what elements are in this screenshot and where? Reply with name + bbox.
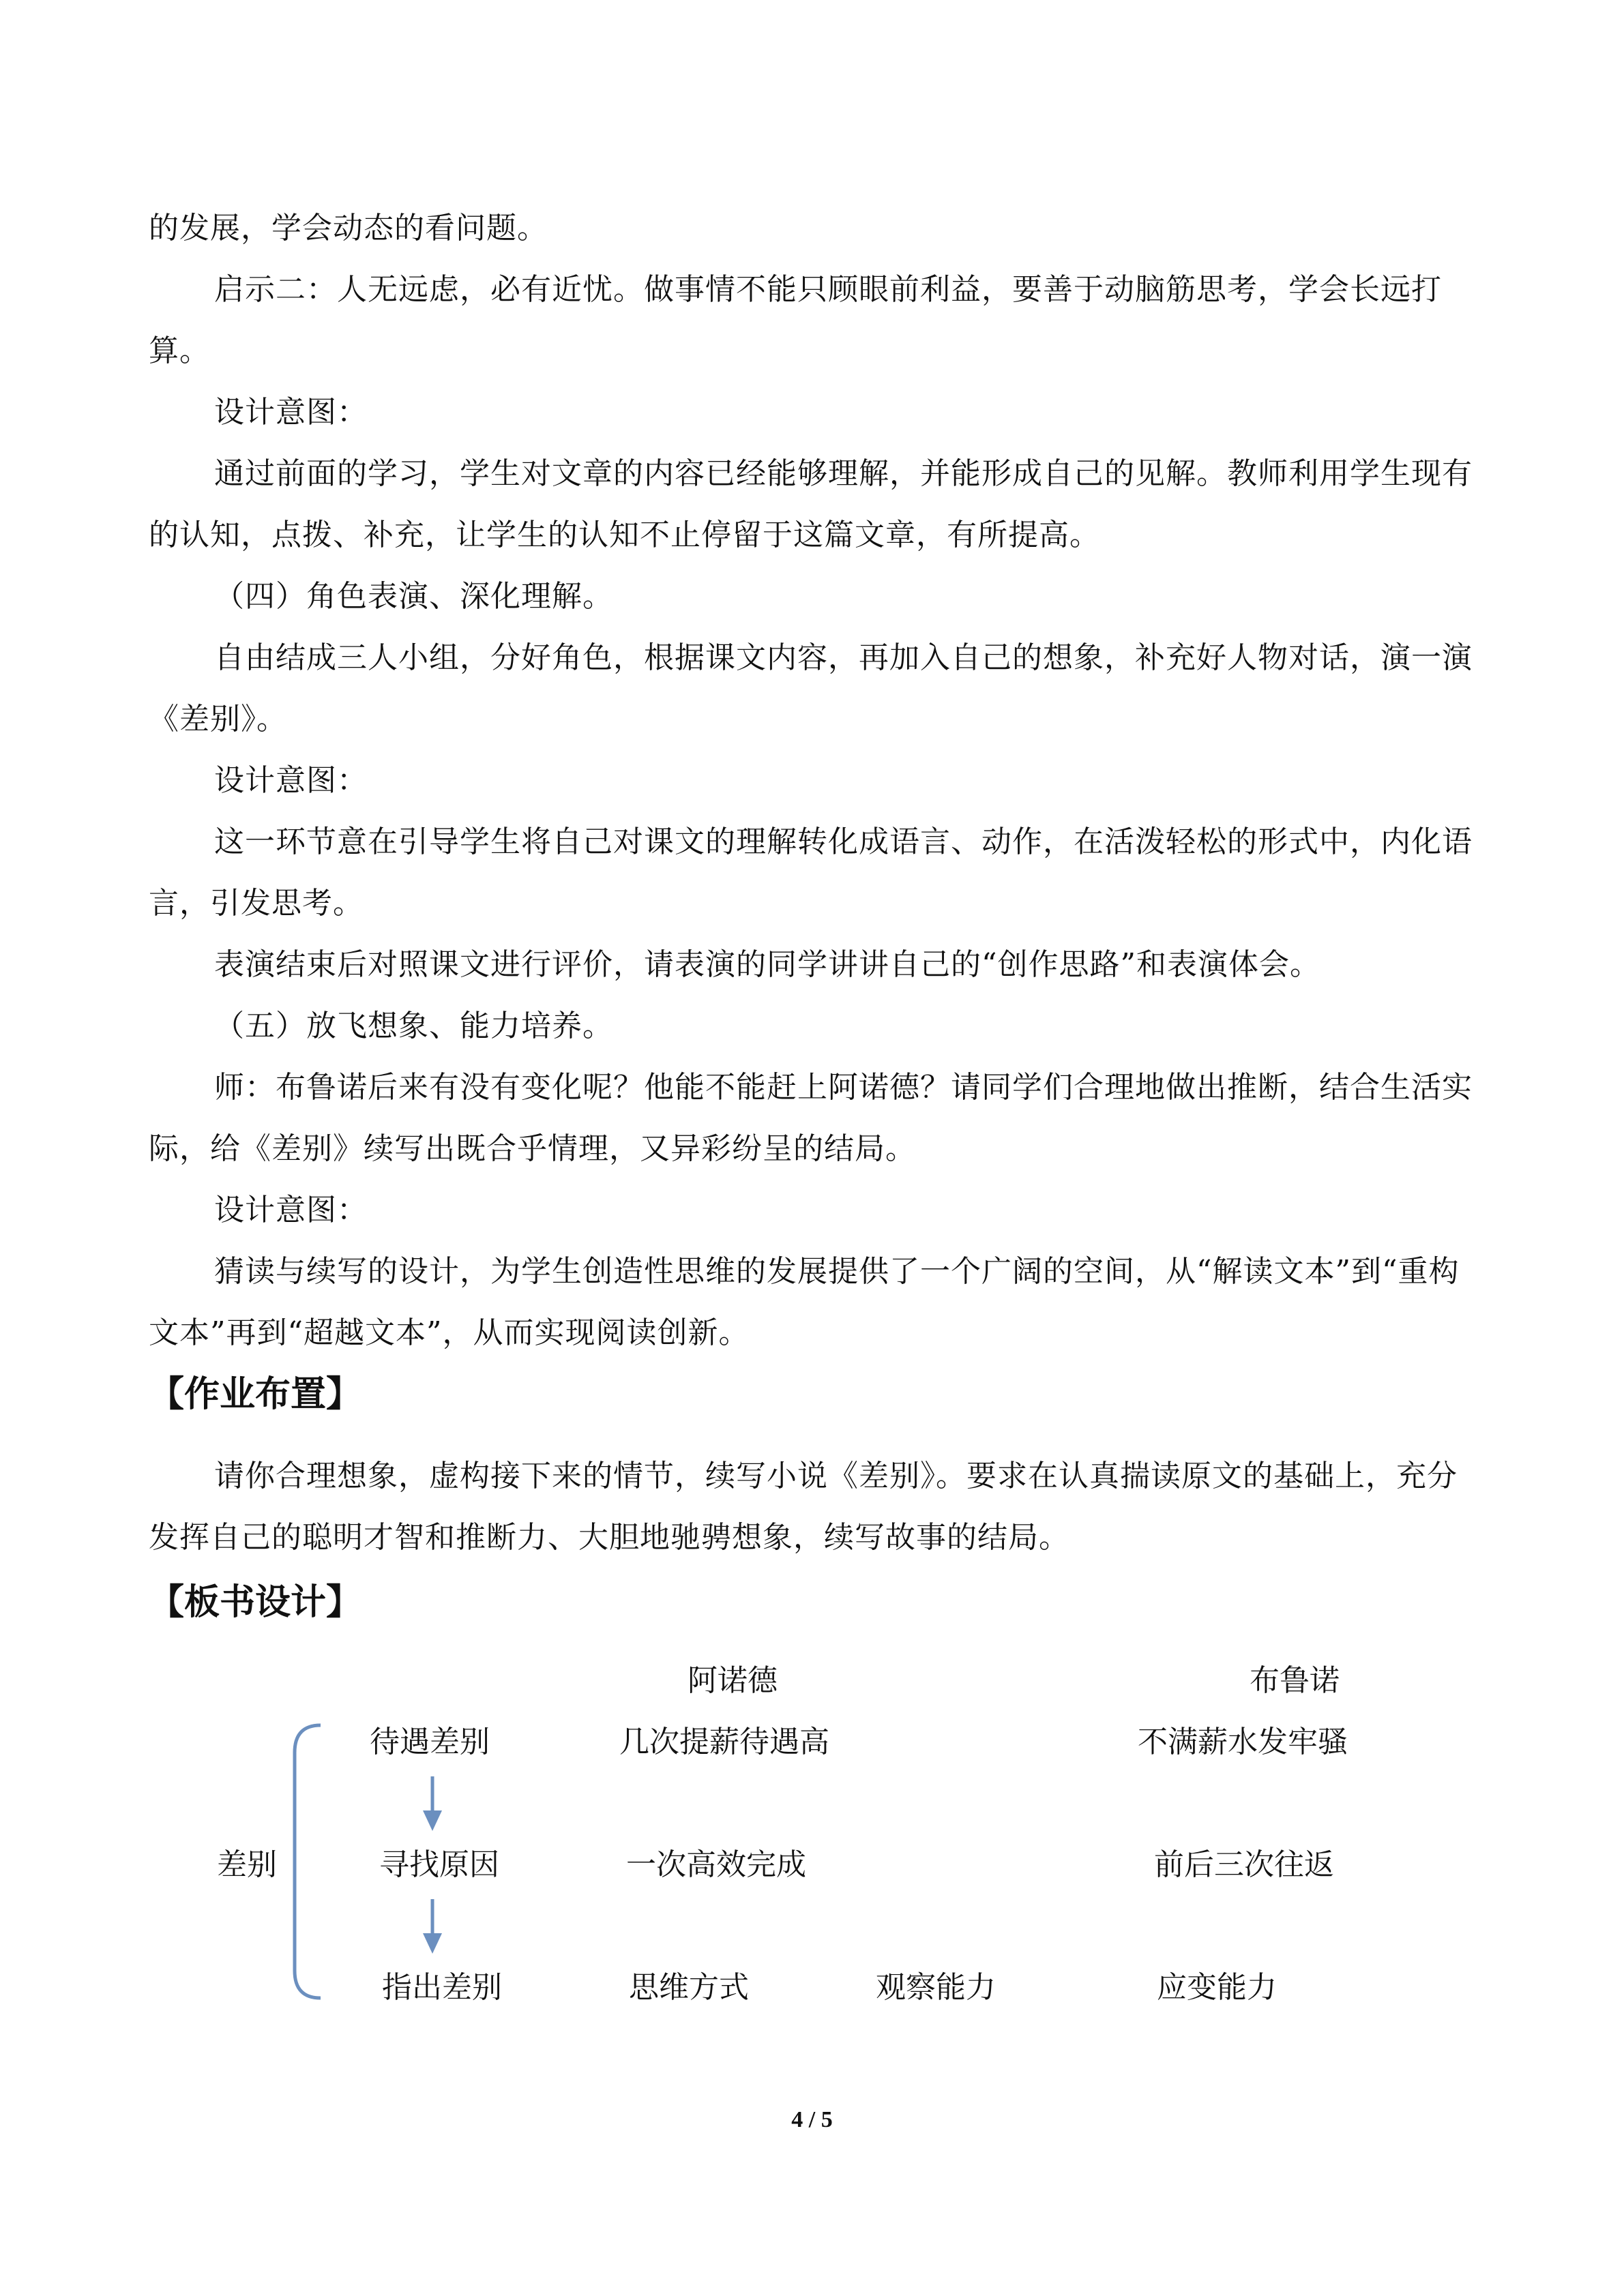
board-main-label: 差别	[217, 1847, 277, 1882]
section-five-title: （五）放飞想象、能力培养。	[214, 1009, 613, 1043]
board-col-arnold: 阿诺德	[688, 1663, 778, 1698]
arrow-head-icon	[423, 1810, 442, 1831]
board-row3-step: 指出差别	[382, 1970, 502, 2005]
board-row1-bruno: 不满薪水发牢骚	[1138, 1725, 1348, 1759]
paragraph-design-intent-label: 设计意图：	[214, 1193, 368, 1227]
paragraph-design-intent-label: 设计意图：	[214, 763, 368, 798]
board-heading: 【板书设计】	[149, 1582, 362, 1623]
board-row3-thinking: 思维方式	[629, 1970, 749, 2005]
homework-heading: 【作业布置】	[149, 1374, 362, 1415]
paragraph-evaluation: 表演结束后对照课文进行评价，请表演的同学讲讲自己的“创作思路”和表演体会。	[214, 947, 1320, 982]
board-row1-step: 待遇差别	[370, 1725, 490, 1759]
section-four-title: （四）角色表演、深化理解。	[214, 579, 613, 614]
board-row3-adaptability: 应变能力	[1157, 1970, 1277, 2005]
paragraph-design-intent-label: 设计意图：	[214, 395, 368, 430]
board-col-bruno: 布鲁诺	[1250, 1663, 1340, 1698]
paragraph-teacher-question: 师：布鲁诺后来有没有变化呢？他能不能赶上阿诺德？请同学们合理地做出推断，结合生活实际，给《差别》续写出既合乎情理，又异彩纷呈的结局。	[149, 1070, 1473, 1166]
board-row2-step: 寻找原因	[379, 1847, 499, 1882]
paragraph-continuation: 的发展，学会动态的看问题。	[149, 211, 548, 245]
board-row2-bruno: 前后三次往返	[1154, 1847, 1334, 1882]
paragraph-insight-two: 启示二：人无远虑，必有近忧。做事情不能只顾眼前利益，要善于动脑筋思考，学会长远打算。	[149, 272, 1442, 368]
board-row1-arnold: 几次提薪待遇高	[619, 1725, 829, 1759]
homework-text: 请你合理想象，虚构接下来的情节，续写小说《差别》。要求在认真揣读原文的基础上，充分发挥自己的聪明才智和推断力、大胆地驰骋想象，续写故事的结局。	[149, 1459, 1458, 1555]
brace-shape	[295, 1725, 321, 1998]
paragraph-role-play: 自由结成三人小组，分好角色，根据课文内容，再加入自己的想象，补充好人物对话，演一演《差别》。	[149, 640, 1473, 736]
board-row2-arnold: 一次高效完成	[626, 1847, 806, 1882]
board-row3-observation: 观察能力	[876, 1970, 996, 2005]
paragraph-design-intent-text: 猜读与续写的设计，为学生创造性思维的发展提供了一个广阔的空间，从“解读文本”到“重构文本”再到“超越文本”，从而实现阅读创新。	[149, 1254, 1460, 1350]
page-number: 4 / 5	[791, 2107, 833, 2132]
arrow-head-icon	[423, 1933, 442, 1954]
paragraph-design-intent-text: 通过前面的学习，学生对文章的内容已经能够理解，并能形成自己的见解。教师利用学生现有的认知，点拨、补充，让学生的认知不止停留于这篇文章，有所提高。	[149, 456, 1473, 552]
paragraph-design-intent-text: 这一环节意在引导学生将自己对课文的理解转化成语言、动作，在活泼轻松的形式中，内化语言，引发思考。	[149, 824, 1473, 921]
